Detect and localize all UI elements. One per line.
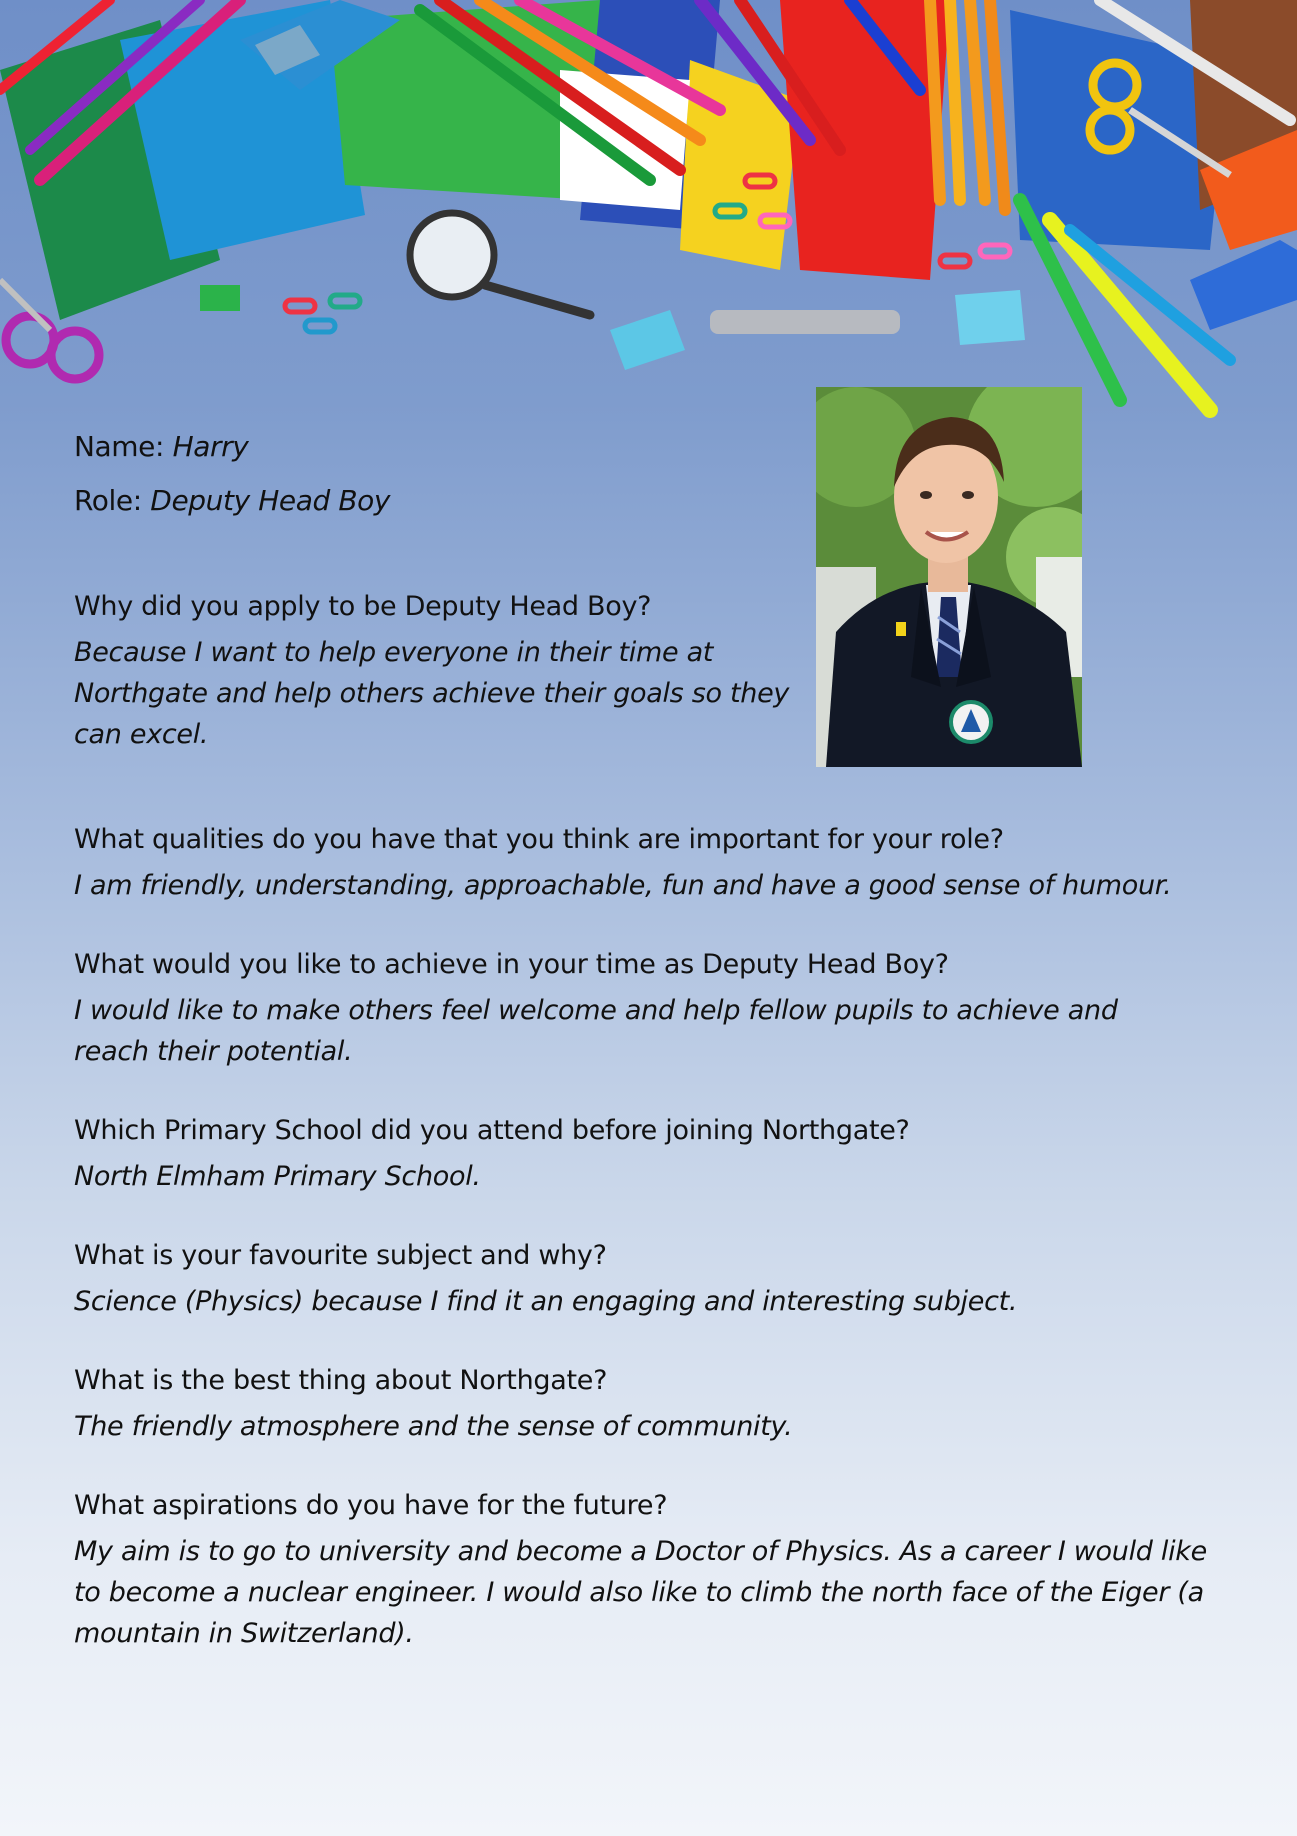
role-value: Deputy Head Boy: [150, 484, 391, 517]
name-value: Harry: [172, 430, 249, 463]
qa-item: [74, 1364, 1234, 1447]
question-text: What qualities do you have that you think are important for your role?: [74, 824, 1004, 855]
qa-item: [74, 1489, 1234, 1654]
name-row: [74, 430, 1234, 464]
answer-text: Science (Physics) because I find it an engaging and interesting subject.: [74, 1286, 1018, 1317]
magnifying-glass-icon: [410, 213, 590, 315]
name-label: Name:: [74, 430, 165, 463]
question-text: What is the best thing about Northgate?: [74, 1365, 608, 1396]
profile-content: [74, 430, 1234, 1696]
school-supplies-banner: [0, 0, 1297, 420]
answer-text: North Elmham Primary School.: [74, 1161, 481, 1192]
answer-text: I would like to make others feel welcome and help fellow pupils to achieve and reach their potential.: [74, 995, 1118, 1067]
qa-item: [74, 1114, 1234, 1197]
question-text: What is your favourite subject and why?: [74, 1240, 607, 1271]
question-text: What aspirations do you have for the future?: [74, 1490, 668, 1521]
qa-item: [74, 590, 794, 755]
question-text: Why did you apply to be Deputy Head Boy?: [74, 591, 652, 622]
question-text: What would you like to achieve in your time as Deputy Head Boy?: [74, 949, 949, 980]
answer-text: Because I want to help everyone in their time at Northgate and help others achieve their goals so they can excel.: [74, 637, 790, 750]
answer-text: The friendly atmosphere and the sense of community.: [74, 1411, 793, 1442]
qa-item: [74, 1239, 1234, 1322]
qa-item: [74, 823, 1234, 906]
role-row: [74, 484, 1234, 518]
role-label: Role:: [74, 484, 142, 517]
qa-item: [74, 948, 1194, 1072]
question-text: Which Primary School did you attend before joining Northgate?: [74, 1115, 910, 1146]
answer-text: My aim is to go to university and become a Doctor of Physics. As a career I would like to become a nuclear engineer. I would also like to climb the north face of the Eiger (a mountain in Switzerland).: [74, 1536, 1207, 1649]
answer-text: I am friendly, understanding, approachable, fun and have a good sense of humour.: [74, 870, 1172, 901]
